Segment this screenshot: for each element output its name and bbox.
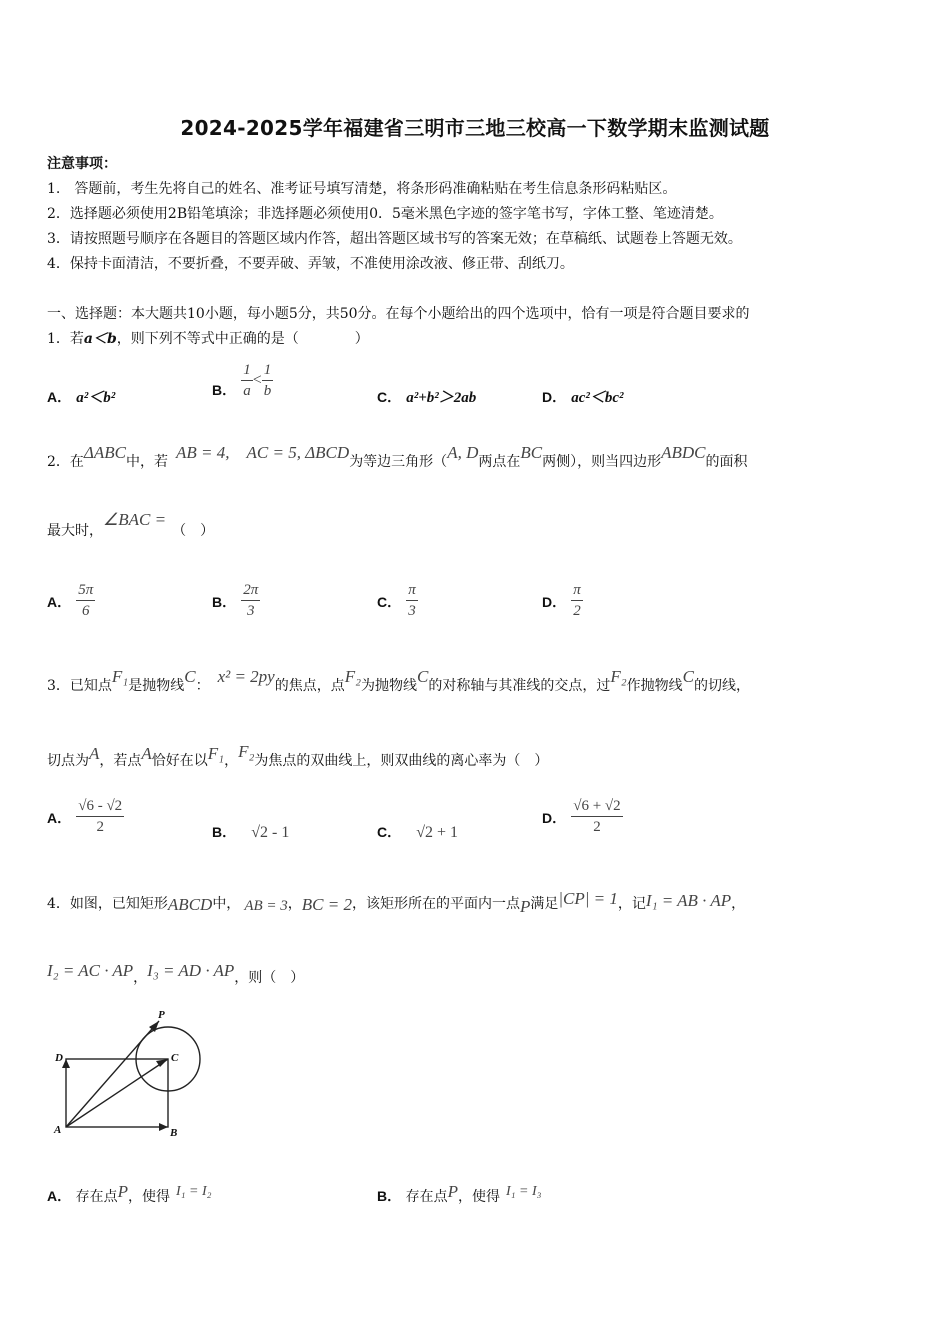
q2-option-d-fraction: $\frac{\pi}{2}$	[573, 582, 581, 619]
question-2-stem: 2．在ΔABC中，若 AB = 4, AC = 5, ΔBCD为等边三角形（A, D两点在BC两侧），则当四边形ABDC的面积	[47, 443, 748, 470]
label-a: A	[54, 1124, 62, 1136]
q4-option-a-equation: I₁ = I₂	[175, 1184, 212, 1199]
q2-option-a[interactable]: A． $\frac{5\pi}{6}$	[47, 582, 94, 619]
question-1-stem	[47, 328, 369, 348]
label-p: P	[158, 1009, 165, 1021]
question-2-line2: 最大时，∠BAC =（ ）	[47, 510, 215, 539]
q2-option-a-fraction: $\frac{5\pi}{6}$	[78, 582, 94, 619]
q1-option-a[interactable]: A． a²＜b²	[47, 389, 116, 406]
q1-option-d-text: ac²＜bc²	[571, 390, 624, 406]
q4-option-b-equation: I₁ = I₃	[505, 1184, 542, 1199]
section-heading: 一、选择题：本大题共10小题，每小题5分，共50分。在每个小题给出的四个选项中，恰有一项是符合题目要求的	[47, 306, 750, 322]
q2-option-c-fraction: $\frac{\pi}{3}$	[408, 582, 416, 619]
q1-option-c-text: a²+b²＞2ab	[406, 390, 477, 406]
q3-option-b[interactable]: B． √2 - 1	[212, 824, 290, 841]
q1-option-b-left-fraction: $\frac{1}{a}$	[243, 362, 251, 399]
question-4-line2: I₂ = AC · AP，I₃ = AD · AP，则（ ）	[47, 961, 305, 986]
q1-option-d[interactable]: D． ac²＜bc²	[542, 389, 624, 406]
question-3-line2: 切点为A，若点A恰好在以F₁，F₂为焦点的双曲线上，则双曲线的离心率为（ ）	[47, 742, 549, 769]
q3-option-b-text: √2 - 1	[251, 824, 290, 841]
label-c: C	[171, 1052, 179, 1064]
q1-condition: a＜b	[83, 331, 117, 347]
label-b: B	[170, 1127, 178, 1139]
q1-option-b-right-fraction: $\frac{1}{b}$	[263, 362, 272, 399]
q4-option-a[interactable]: A． 存在点P，使得 I₁ = I₂	[47, 1182, 212, 1205]
q3-option-c[interactable]: C． √2 + 1	[377, 824, 459, 841]
notice-item-3: 3．请按照题号顺序在各题目的答题区域内作答，超出答题区域书写的答案无效；在草稿纸、试题卷上答题无效。	[47, 231, 742, 247]
q3-option-c-text: √2 + 1	[416, 824, 459, 841]
page-title: 2024-2025学年福建省三明市三地三校高一下数学期末监测试题	[180, 116, 770, 140]
q2-option-b-fraction: $\frac{2\pi}{3}$	[243, 582, 259, 619]
notice-heading: 注意事项：	[47, 156, 117, 172]
arrow-b-icon	[159, 1123, 168, 1131]
q3-option-d[interactable]: D． $\frac{√6 + √2}{2}$	[542, 798, 621, 835]
q4-option-b[interactable]: B． 存在点P，使得 I₁ = I₃	[377, 1182, 542, 1205]
question-3-stem: 3．已知点F₁是抛物线C： x² = 2py的焦点，点F₂为抛物线C的对称轴与其准线的交点，过F₂作抛物线C的切线，	[47, 667, 751, 694]
q1-option-a-text: a²＜b²	[76, 390, 116, 406]
q1-option-b[interactable]: B． $\frac{1}{a}$ < $\frac{1}{b}$	[212, 362, 272, 399]
q4-rectangle-figure	[45, 1005, 215, 1145]
q2-option-b[interactable]: B． $\frac{2\pi}{3}$	[212, 582, 259, 619]
q2-option-c[interactable]: C． $\frac{\pi}{3}$	[377, 582, 416, 619]
notice-item-4: 4．保持卡面清洁，不要折叠，不要弄破、弄皱，不准使用涂改液、修正带、刮纸刀。	[47, 256, 574, 272]
q3-option-a-fraction: $\frac{√6 - √2}{2}$	[78, 798, 123, 835]
q1-prefix: 1．若	[47, 331, 84, 347]
q1-option-c[interactable]: C． a²+b²＞2ab	[377, 389, 477, 406]
label-d: D	[55, 1052, 63, 1064]
question-4-stem: 4．如图，已知矩形ABCD中， AB = 3，BC = 2，该矩形所在的平面内一点P满足|CP| = 1，记I₁ = AB · AP，	[47, 889, 746, 916]
arrow-d-icon	[62, 1059, 70, 1068]
q3-option-d-fraction: $\frac{√6 + √2}{2}$	[573, 798, 621, 835]
notice-item-2: 2．选择题必须使用2B铅笔填涂；非选择题必须使用0．5毫米黑色字迹的签字笔书写，字体工整、笔迹清楚。	[47, 206, 723, 222]
q1-suffix: ，则下列不等式中正确的是（ ）	[116, 331, 369, 347]
q3-option-a[interactable]: A． $\frac{√6 - √2}{2}$	[47, 798, 123, 835]
q2-option-d[interactable]: D． $\frac{\pi}{2}$	[542, 582, 581, 619]
notice-item-1: 1. 答题前，考生先将自己的姓名、准考证号填写清楚，将条形码准确粘贴在考生信息条形码粘贴区。	[47, 181, 677, 197]
